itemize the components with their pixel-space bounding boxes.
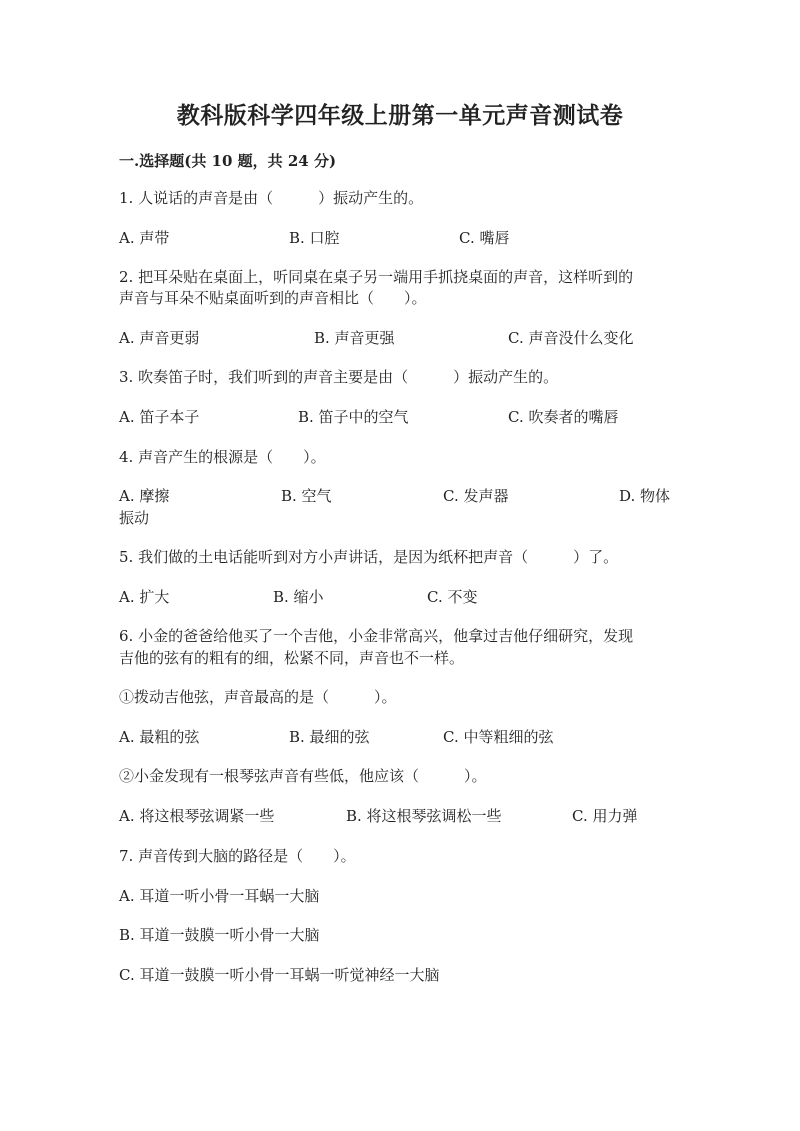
question-4-option-d: D. 物体	[619, 487, 671, 505]
question-5-stem: 5. 我们做的土电话能听到对方小声讲话，是因为纸杯把声音（ ）了。	[119, 548, 619, 566]
question-4-option-b: B. 空气	[281, 487, 332, 505]
question-6-sub-1-option-b: B. 最细的弦	[289, 728, 370, 746]
question-6-sub-1-option-a: A. 最粗的弦	[119, 728, 200, 746]
question-1-stem: 1. 人说话的声音是由（ ）振动产生的。	[119, 189, 424, 207]
question-7-option-b: B. 耳道一鼓膜一听小骨一大脑	[119, 926, 320, 944]
question-3-option-c: C. 吹奏者的嘴唇	[508, 408, 619, 426]
question-2-stem-line-2: 声音与耳朵不贴桌面听到的声音相比（ ）。	[119, 289, 427, 307]
question-5-option-a: A. 扩大	[119, 588, 170, 606]
question-3-stem: 3. 吹奏笛子时，我们听到的声音主要是由（ ）振动产生的。	[119, 368, 559, 386]
page-title: 教科版科学四年级上册第一单元声音测试卷	[176, 102, 624, 129]
question-1-option-a: A. 声带	[119, 229, 170, 247]
question-4-option-c: C. 发声器	[443, 487, 509, 505]
question-7-stem: 7. 声音传到大脑的路径是（ ）。	[119, 847, 356, 865]
question-6-sub-2-stem: ②小金发现有一根琴弦声音有些低，他应该（ ）。	[119, 767, 487, 785]
question-7-option-a: A. 耳道一听小骨一耳蜗一大脑	[119, 887, 320, 905]
question-4-stem: 4. 声音产生的根源是（ ）。	[119, 448, 326, 466]
question-3-option-b: B. 笛子中的空气	[298, 408, 409, 426]
question-2-option-c: C. 声音没什么变化	[508, 329, 634, 347]
question-6-sub-2-option-c: C. 用力弹	[572, 807, 638, 825]
question-3-option-a: A. 笛子本子	[119, 408, 200, 426]
question-1-option-c: C. 嘴唇	[459, 229, 510, 247]
question-6-sub-2-option-a: A. 将这根琴弦调紧一些	[119, 807, 275, 825]
question-4-option-d-wrap: 振动	[119, 509, 150, 527]
question-5-option-b: B. 缩小	[273, 588, 324, 606]
question-2-option-a: A. 声音更弱	[119, 329, 200, 347]
question-5-option-c: C. 不变	[427, 588, 478, 606]
question-6-stem-line-1: 6. 小金的爸爸给他买了一个吉他，小金非常高兴，他拿过吉他仔细研究，发现	[119, 627, 634, 645]
question-6-sub-2-option-b: B. 将这根琴弦调松一些	[346, 807, 502, 825]
section-heading: 一.选择题(共 10 题，共 24 分)	[119, 152, 337, 170]
question-6-stem-line-2: 吉他的弦有的粗有的细，松紧不同，声音也不一样。	[119, 649, 465, 667]
question-1-option-b: B. 口腔	[289, 229, 340, 247]
question-7-option-c: C. 耳道一鼓膜一听小骨一耳蜗一听觉神经一大脑	[119, 966, 440, 984]
question-6-sub-1-stem: ①拨动吉他弦，声音最高的是（ ）。	[119, 688, 397, 706]
question-2-stem-line-1: 2. 把耳朵贴在桌面上，听同桌在桌子另一端用手抓挠桌面的声音，这样听到的	[119, 268, 634, 286]
question-4-option-a: A. 摩擦	[119, 487, 170, 505]
question-6-sub-1-option-c: C. 中等粗细的弦	[443, 728, 554, 746]
question-2-option-b: B. 声音更强	[314, 329, 395, 347]
